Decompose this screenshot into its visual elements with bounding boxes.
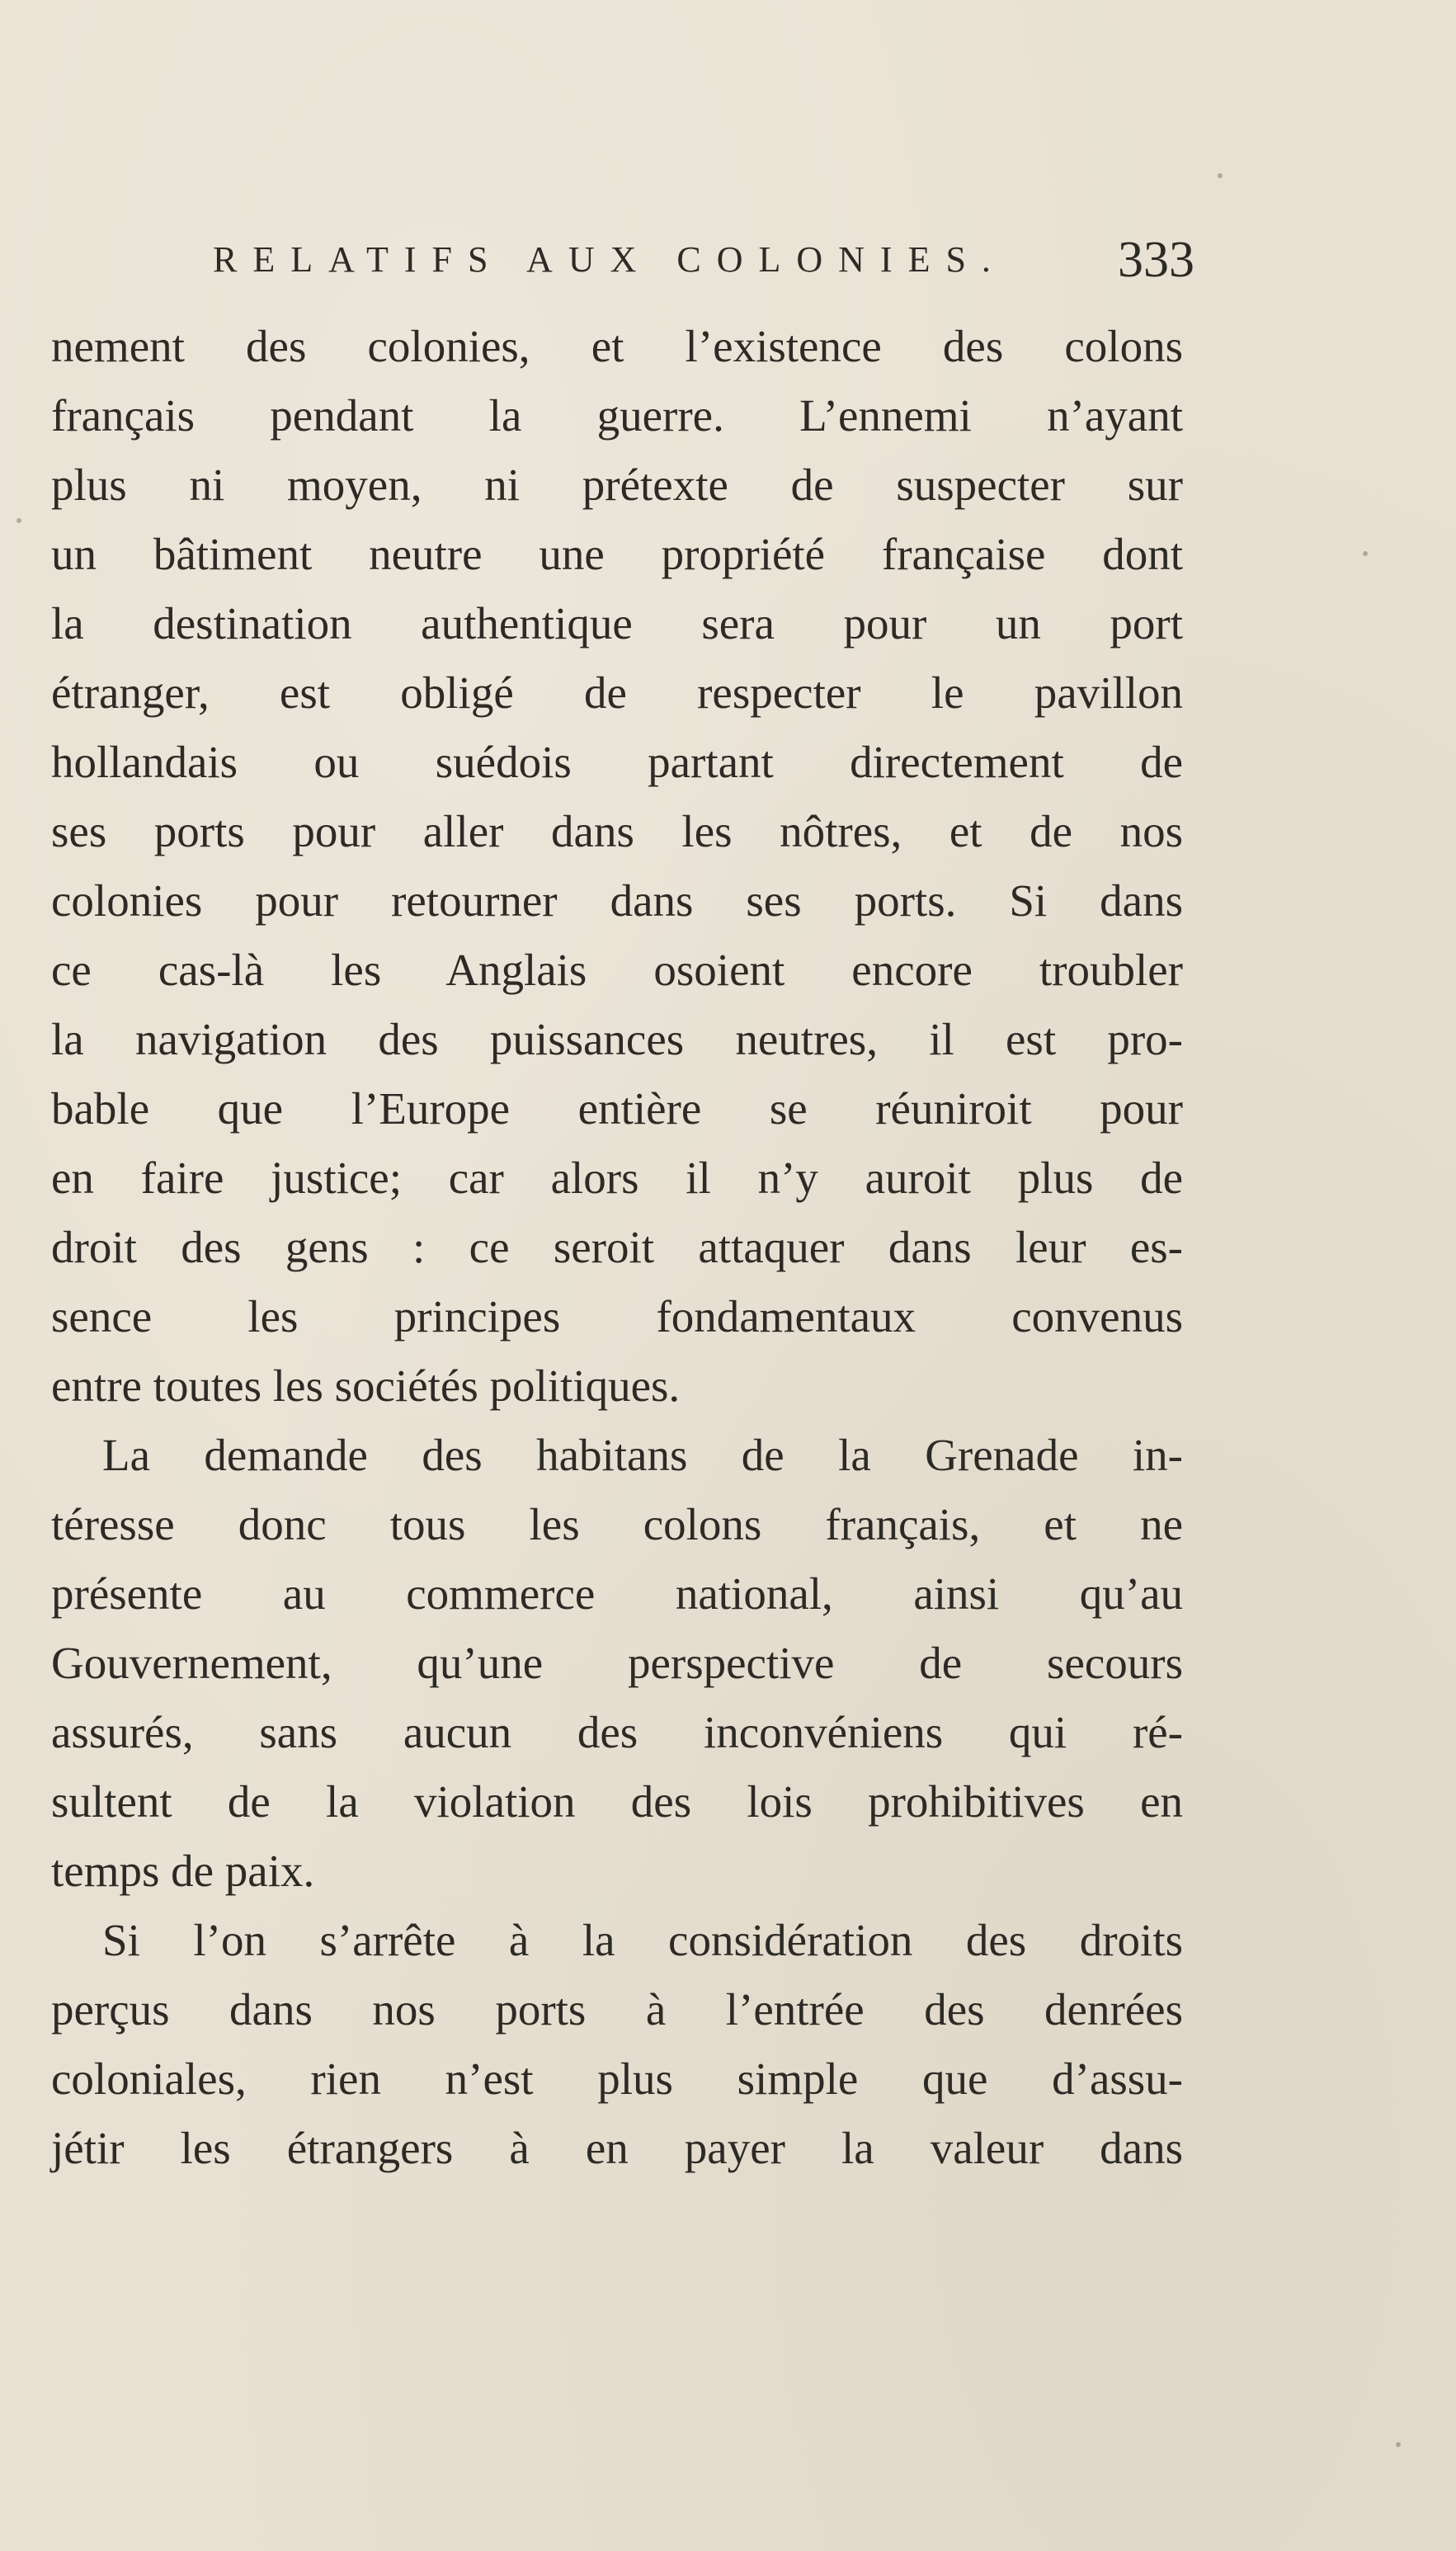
page-number: 333: [1118, 232, 1194, 288]
text-line: téresse donc tous les colons français, et ne: [51, 1499, 1183, 1549]
text-line: présente au commerce national, ainsi qu’au: [51, 1568, 1183, 1619]
text-line: en faire justice; car alors il n’y auroit plus de: [51, 1153, 1183, 1203]
paper-speck: [1363, 551, 1368, 556]
text-line: perçus dans nos ports à l’entrée des denrées: [51, 1984, 1183, 2035]
text-line: bable que l’Europe entière se réuniroit pour: [51, 1083, 1183, 1134]
text-line: ce cas-là les Anglais osoient encore troubler: [51, 945, 1183, 995]
paper-speck: [1218, 173, 1223, 178]
text-line: droit des gens : ce seroit attaquer dans leur es-: [51, 1222, 1183, 1272]
text-line: ses ports pour aller dans les nôtres, et de nos: [51, 806, 1183, 856]
paper-speck: [1396, 2442, 1401, 2447]
page-header: [213, 223, 1194, 297]
text-line: nement des colonies, et l’existence des colons: [51, 321, 1183, 371]
text-line: la navigation des puissances neutres, il est pro-: [51, 1014, 1183, 1064]
text-line: la destination authentique sera pour un port: [51, 598, 1183, 648]
text-line: plus ni moyen, ni prétexte de suspecter sur: [51, 460, 1183, 510]
text-line: étranger, est obligé de respecter le pavillon: [51, 667, 1183, 718]
paper-speck: [16, 518, 21, 523]
text-line: hollandais ou suédois partant directement de: [51, 737, 1183, 787]
running-title: RELATIFS AUX COLONIES.: [213, 239, 1006, 280]
text-line: Si l’on s’arrête à la considération des droits: [102, 1915, 1183, 1965]
text-line: entre toutes les sociétés politiques.: [51, 1360, 681, 1411]
text-line: assurés, sans aucun des inconvéniens qui ré-: [51, 1707, 1183, 1757]
text-line: français pendant la guerre. L’ennemi n’ayant: [51, 390, 1183, 441]
text-line: Gouvernement, qu’une perspective de secours: [51, 1638, 1183, 1688]
text-line: un bâtiment neutre une propriété française dont: [51, 529, 1183, 579]
text-line: temps de paix.: [51, 1846, 315, 1896]
text-line: sultent de la violation des lois prohibitives en: [51, 1776, 1183, 1827]
text-line: coloniales, rien n’est plus simple que d’assu-: [51, 2054, 1183, 2104]
text-line: La demande des habitans de la Grenade in-: [102, 1430, 1183, 1480]
text-line: sence les principes fondamentaux convenus: [51, 1291, 1183, 1342]
text-line: colonies pour retourner dans ses ports. Si dans: [51, 875, 1183, 926]
body-text: [51, 312, 1183, 2183]
text-line: jétir les étrangers à en payer la valeur dans: [51, 2123, 1183, 2173]
